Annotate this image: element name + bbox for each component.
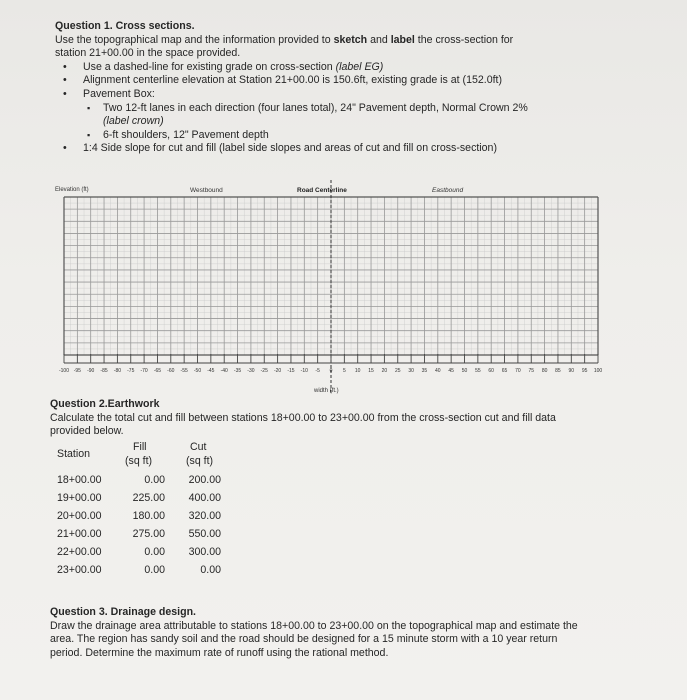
bullet-icon: •: [63, 87, 67, 100]
x-tick-label: -10: [300, 368, 308, 374]
x-axis-label: width (ft.): [314, 388, 339, 394]
bullet-em: (label EG): [335, 60, 384, 73]
question-3: [50, 606, 640, 660]
table-row-cut: 300.00: [188, 546, 221, 558]
x-tick-label: -55: [180, 368, 188, 374]
table-row-fill: 180.00: [132, 510, 165, 522]
question-3-line3: period. Determine the maximum rate of runoff using the rational method.: [50, 646, 389, 659]
x-tick-label: -25: [260, 368, 268, 374]
question-2-line1: Calculate the total cut and fill between stations 18+00.00 to 23+00.00 from the cross-section cut and fill data: [50, 411, 556, 424]
question-1-intro: [55, 34, 655, 48]
table-row-station: 21+00.00: [57, 528, 102, 540]
table-row-station: 23+00.00: [57, 564, 102, 576]
table-row-fill: 0.00: [144, 564, 165, 576]
x-tick-label: 90: [568, 368, 575, 374]
table-row-cut: 0.00: [200, 564, 221, 576]
question-2-line2: provided below.: [50, 425, 124, 437]
x-tick-label: 15: [368, 368, 374, 374]
x-tick-label: -30: [247, 368, 255, 374]
x-tick-labels: [59, 368, 602, 374]
intro-and: and: [367, 33, 391, 46]
x-tick-label: 50: [461, 368, 468, 374]
intro-post: the cross-section for: [414, 33, 514, 46]
x-tick-label: -95: [73, 368, 81, 374]
sub-bullet-shoulders: [55, 129, 655, 143]
x-tick-label: 45: [448, 368, 454, 374]
x-tick-label: -40: [220, 368, 228, 374]
x-tick-label: -35: [233, 368, 242, 374]
intro-text: Use the topographical map and the information provided to: [55, 33, 334, 46]
x-tick-label: 95: [581, 368, 588, 374]
eastbound-label: Eastbound: [432, 187, 464, 194]
question-1-intro-line2: station 21+00.00 in the space provided.: [55, 47, 241, 60]
x-tick-label: -15: [287, 368, 295, 374]
cut-header: Cut: [190, 441, 207, 453]
square-bullet-icon: ▪: [87, 102, 91, 113]
x-tick-label: -85: [100, 368, 108, 374]
x-tick-label: -100: [58, 368, 70, 374]
x-tick-label: -45: [207, 368, 215, 374]
table-row-fill: 0.00: [144, 546, 165, 558]
x-tick-label: 55: [475, 368, 481, 374]
x-tick-label: -90: [87, 368, 95, 374]
question-2-title: Question 2.Earthwork: [50, 398, 160, 410]
bullet-text: Use a dashed-line for existing grade on cross-section: [83, 60, 336, 73]
x-tick-label: -70: [140, 368, 148, 374]
x-tick-label: 10: [354, 368, 361, 374]
table-row-fill: 275.00: [132, 528, 165, 540]
table-row-cut: 550.00: [188, 528, 221, 540]
bullet-text: Pavement Box:: [83, 87, 155, 100]
square-bullet-icon: ▪: [87, 129, 91, 140]
bullet-dashed-line: [55, 61, 655, 75]
fill-header: Fill: [133, 441, 147, 453]
intro-label: label: [390, 33, 415, 46]
bullet-icon: •: [63, 142, 67, 155]
bullet-side-slope: [55, 142, 655, 156]
x-tick-label: -75: [127, 368, 135, 374]
x-tick-label: 70: [515, 368, 521, 374]
x-tick-label: 85: [555, 368, 561, 374]
x-tick-label: -5: [315, 368, 320, 374]
grid-lines: [64, 180, 598, 395]
table-row-station: 22+00.00: [57, 546, 102, 558]
x-tick-label: 60: [488, 368, 494, 374]
x-tick-label: -50: [193, 368, 202, 374]
table-row-station: 20+00.00: [57, 510, 102, 522]
bullet-pavement-box: [55, 88, 655, 102]
table-row-cut: 200.00: [188, 474, 221, 486]
question-3-line1: Draw the drainage area attributable to stations 18+00.00 to 23+00.00 on the topographical map and estimate the: [50, 619, 578, 632]
x-tick-label: 75: [528, 368, 535, 374]
question-3-line2: area. The region has sandy soil and the road should be designed for a 15 minute storm with a 10 year return: [50, 633, 558, 645]
x-tick-label: -80: [113, 368, 122, 374]
road-centerline-label: Road Centerline: [297, 187, 347, 194]
fill-unit: (sq ft): [125, 455, 153, 467]
x-tick-label: -20: [273, 368, 282, 374]
y-axis-label: Elevation (ft): [55, 187, 89, 193]
table-row-fill: 0.00: [144, 474, 165, 486]
sub-bullet-text: 6-ft shoulders, 12" Pavement depth: [103, 128, 269, 141]
question-2: [50, 398, 640, 439]
x-tick-label: -65: [153, 368, 162, 374]
table-row-station: 18+00.00: [57, 474, 102, 486]
westbound-label: Westbound: [190, 187, 223, 194]
x-tick-label: 80: [541, 368, 548, 374]
question-1: [55, 20, 655, 156]
question-1-title: Question 1. Cross sections.: [55, 20, 195, 32]
x-tick-label: 35: [421, 368, 428, 374]
x-tick-label: 0: [329, 368, 333, 374]
x-tick-label: 100: [593, 368, 603, 374]
x-tick-label: 30: [408, 368, 414, 374]
x-tick-label: 40: [435, 368, 441, 374]
sub-bullet-em: (label crown): [103, 115, 164, 128]
table-row-cut: 400.00: [188, 492, 221, 504]
sub-bullet-text: Two 12-ft lanes in each direction (four lanes total), 24" Pavement depth, Normal Crown 2%: [103, 101, 528, 114]
x-tick-label: 20: [381, 368, 388, 374]
x-tick-label: 25: [394, 368, 401, 374]
bullet-text: Alignment centerline elevation at Station 21+00.00 is 150.6ft, existing grade is at (152.0ft): [83, 74, 503, 87]
bullet-centerline-elevation: [55, 74, 655, 88]
intro-sketch: sketch: [333, 33, 368, 46]
bullet-text: 1:4 Side slope for cut and fill (label side slopes and areas of cut and fill on cross-section): [83, 142, 497, 155]
x-tick-label: 5: [342, 368, 346, 374]
question-3-title: Question 3. Drainage design.: [50, 606, 196, 618]
sub-bullet-lanes: [55, 102, 655, 129]
cut-unit: (sq ft): [186, 455, 214, 467]
table-row-station: 19+00.00: [57, 492, 102, 504]
table-row-cut: 320.00: [188, 510, 221, 522]
x-tick-label: 65: [501, 368, 508, 374]
table-row-fill: 225.00: [132, 492, 165, 504]
station-header: Station: [57, 448, 90, 460]
x-tick-label: -60: [167, 368, 175, 374]
bullet-icon: •: [63, 60, 67, 73]
bullet-icon: •: [63, 74, 67, 87]
